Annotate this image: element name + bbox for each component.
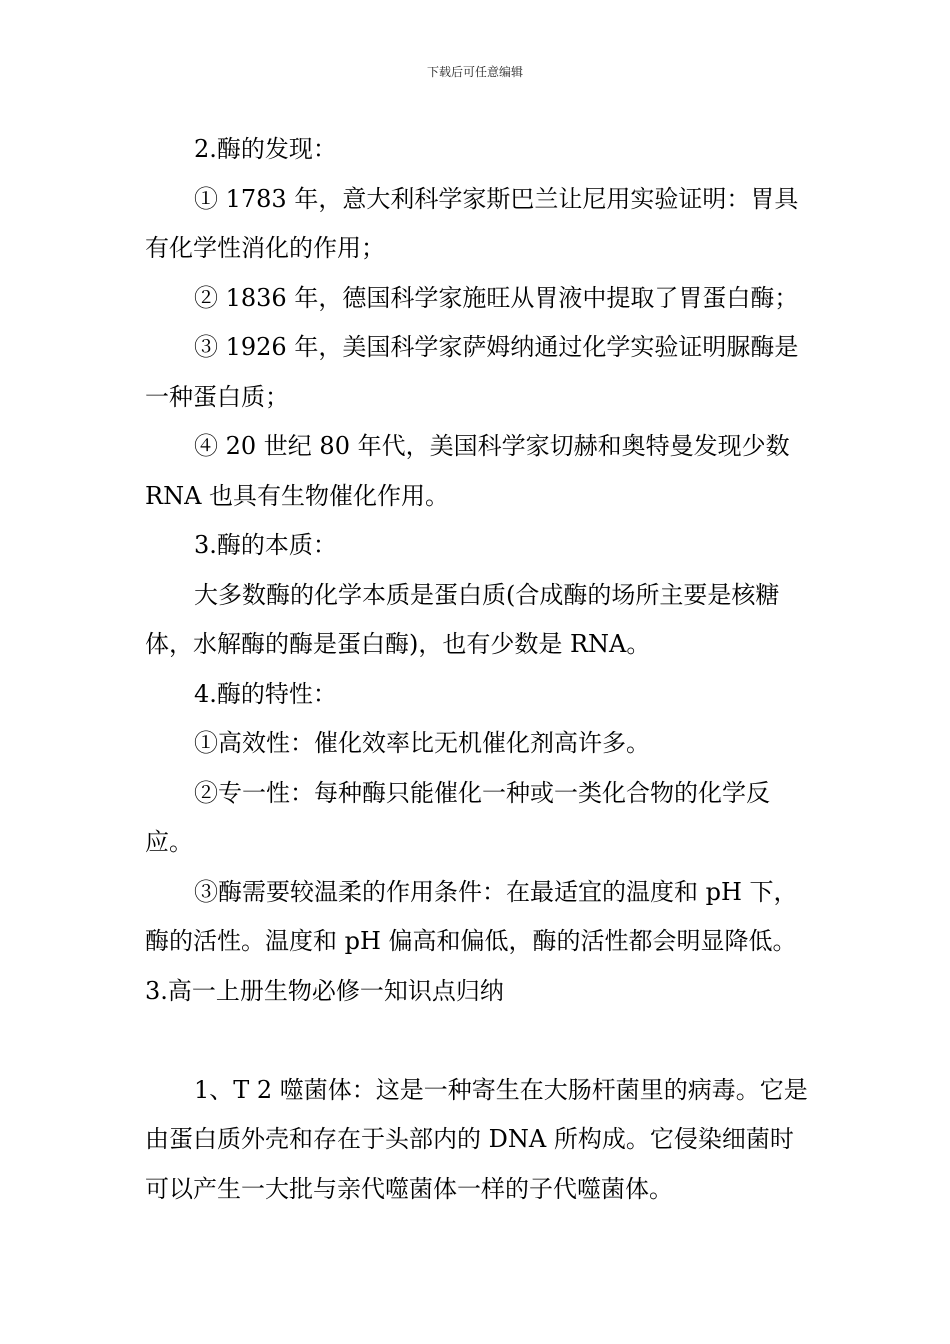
list-item-1783: ① 1783 年，意大利科学家斯巴兰让尼用实验证明：胃具有化学性消化的作用； xyxy=(145,184,799,262)
section-title-summary: 3.高一上册生物必修一知识点归纳 xyxy=(145,976,504,1005)
list-item-specificity: ②专一性：每种酶只能催化一种或一类化合物的化学反应。 xyxy=(145,778,770,856)
page-header: 下载后可任意编辑 xyxy=(426,65,523,79)
list-item-1926: ③ 1926 年，美国科学家萨姆纳通过化学实验证明脲酶是一种蛋白质； xyxy=(145,333,799,411)
paragraph-t2-phage: 1、T 2 噬菌体：这是一种寄生在大肠杆菌里的病毒。它是由蛋白质外壳和存在于头部内的 DNA 所构成。它侵染细菌时可以产生一大批与亲代噬菌体一样的子代噬菌体。 xyxy=(145,1075,808,1203)
list-item-1980s: ④ 20 世纪 80 年代，美国科学家切赫和奥特曼发现少数 RNA 也具有生物催化作用。 xyxy=(145,432,798,510)
list-item-high-efficiency: ①高效性：催化效率比无机催化剂高许多。 xyxy=(194,729,650,757)
section-heading-enzyme-nature: 3.酶的本质： xyxy=(194,531,337,559)
blank-line xyxy=(145,1016,810,1066)
paragraph-enzyme-nature: 大多数酶的化学本质是蛋白质(合成酶的场所主要是核糖体，水解酶的酶是蛋白酶)，也有少数是 RNA。 xyxy=(145,580,780,658)
section-heading-enzyme-discovery: 2.酶的发现： xyxy=(194,135,337,163)
document-body xyxy=(145,125,810,1214)
list-item-1836: ② 1836 年，德国科学家施旺从胃液中提取了胃蛋白酶； xyxy=(194,283,799,312)
list-item-mild-conditions: ③酶需要较温柔的作用条件：在最适宜的温度和 pH 下，酶的活性。温度和 pH 偏高和偏低，酶的活性都会明显降低。 xyxy=(145,877,798,955)
section-heading-enzyme-properties: 4.酶的特性： xyxy=(194,679,337,708)
